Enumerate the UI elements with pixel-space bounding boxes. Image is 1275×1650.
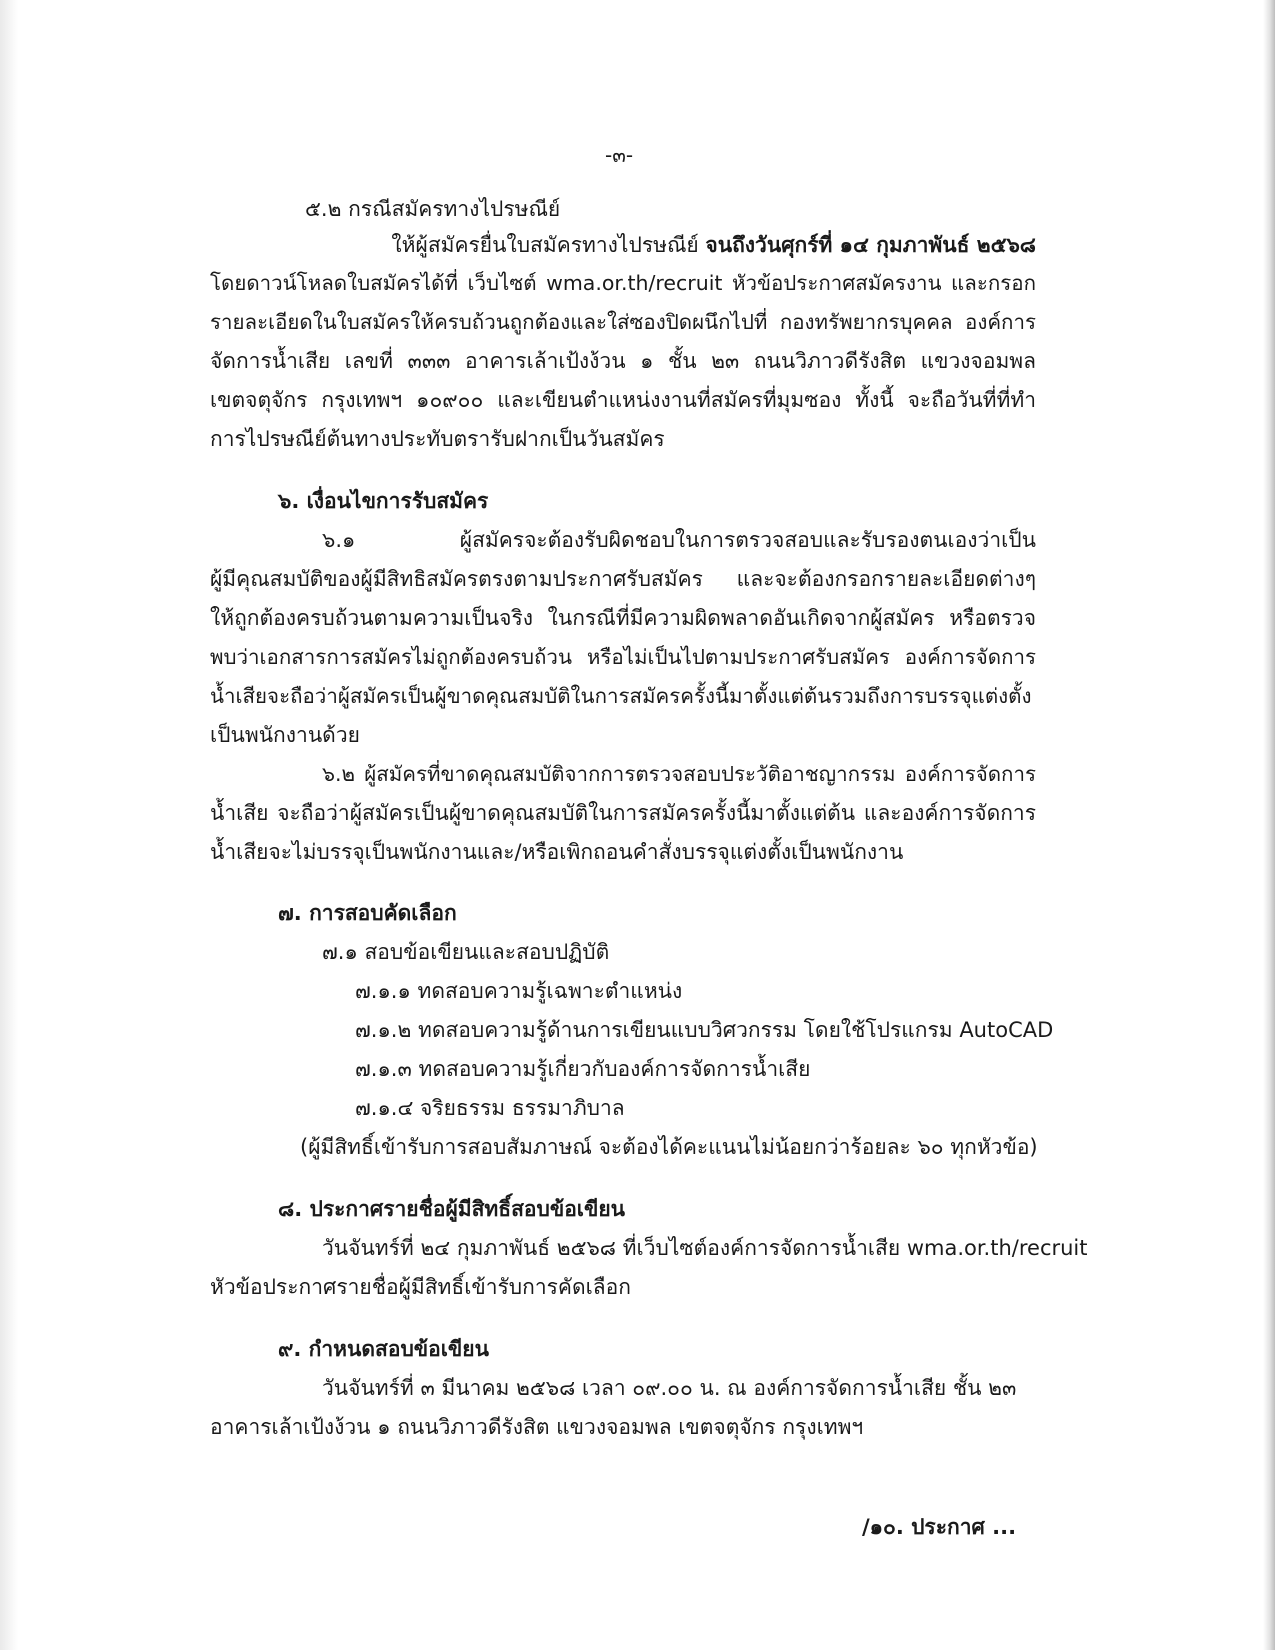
section-9-line: อาคารเล้าเป้งง้วน ๑ ถนนวิภาวดีรังสิต แขวงจอมพล เขตจตุจักร กรุงเทพฯ <box>210 1415 864 1439</box>
page-number: -๓- <box>605 143 634 167</box>
section-6-1-line: ให้ถูกต้องครบถ้วนตามความเป็นจริง ในกรณีที่มีความผิดพลาดอันเกิดจากผู้สมัคร หรือตรวจ <box>210 606 1036 630</box>
section-6-2-line: น้ำเสีย จะถือว่าผู้สมัครเป็นผู้ขาดคุณสมบัติในการสมัครครั้งนี้มาตั้งแต่ต้น และองค์การจัดการ <box>210 801 1036 825</box>
section-7-item: ๗.๑.๑ ทดสอบความรู้เฉพาะตำแหน่ง <box>355 979 683 1003</box>
intro-text: ให้ผู้สมัครยื่นใบสมัครทางไปรษณีย์ <box>391 233 706 257</box>
section-5-2-intro <box>366 230 1036 260</box>
section-6-1-line: เป็นพนักงานด้วย <box>210 723 360 747</box>
section-7-note: (ผู้มีสิทธิ์เข้ารับการสอบสัมภาษณ์ จะต้องได้คะแนนไม่น้อยกว่าร้อยละ ๖๐ ทุกหัวข้อ) <box>300 1135 1038 1159</box>
section-5-2-line: รายละเอียดในใบสมัครให้ครบถ้วนถูกต้องและใส่ซองปิดผนึกไปที่ กองทรัพยากรบุคคล องค์การ <box>210 310 1036 334</box>
section-6-heading: ๖. เงื่อนไขการรับสมัคร <box>278 489 489 513</box>
section-7-1-subheading: ๗.๑ สอบข้อเขียนและสอบปฏิบัติ <box>322 940 610 964</box>
section-6-1-line: ๖.๑ ผู้สมัครจะต้องรับผิดชอบในการตรวจสอบและรับรองตนเองว่าเป็น <box>322 528 1036 552</box>
section-5-2-line: โดยดาวน์โหลดใบสมัครได้ที่ เว็บไซต์ wma.or.th/recruit หัวข้อประกาศสมัครงาน และกรอก <box>210 271 1036 295</box>
section-8-line: หัวข้อประกาศรายชื่อผู้มีสิทธิ์เข้ารับการคัดเลือก <box>210 1275 631 1299</box>
section-5-2-line: จัดการน้ำเสีย เลขที่ ๓๓๓ อาคารเล้าเป้งง้วน ๑ ชั้น ๒๓ ถนนวิภาวดีรังสิต แขวงจอมพล <box>210 349 1036 373</box>
next-page-reference: /๑๐. ประกาศ ... <box>862 1515 1017 1539</box>
scan-left-edge <box>0 0 18 1650</box>
section-6-1-line: น้ำเสียจะถือว่าผู้สมัครเป็นผู้ขาดคุณสมบัติในการสมัครครั้งนี้มาตั้งแต่ต้นรวมถึงการบรรจุแต่งตั้ง <box>210 684 1032 708</box>
section-6-1-line: ผู้มีคุณสมบัติของผู้มีสิทธิสมัครตรงตามประกาศรับสมัคร และจะต้องกรอกรายละเอียดต่างๆ <box>210 567 1036 591</box>
section-7-item: ๗.๑.๓ ทดสอบความรู้เกี่ยวกับองค์การจัดการน้ำเสีย <box>355 1057 811 1081</box>
section-6-2-line: น้ำเสียจะไม่บรรจุเป็นพนักงานและ/หรือเพิกถอนคำสั่งบรรจุแต่งตั้งเป็นพนักงาน <box>210 840 904 864</box>
section-9-heading: ๙. กำหนดสอบข้อเขียน <box>278 1337 489 1361</box>
section-7-item: ๗.๑.๔ จริยธรรม ธรรมาภิบาล <box>355 1096 625 1120</box>
section-8-line: วันจันทร์ที่ ๒๔ กุมภาพันธ์ ๒๕๖๘ ที่เว็บไซต์องค์การจัดการน้ำเสีย wma.or.th/recruit <box>322 1236 1088 1260</box>
section-7-item: ๗.๑.๒ ทดสอบความรู้ด้านการเขียนแบบวิศวกรรม โดยใช้โปรแกรม AutoCAD <box>355 1018 1054 1042</box>
section-8-heading: ๘. ประกาศรายชื่อผู้มีสิทธิ์สอบข้อเขียน <box>278 1197 626 1221</box>
section-5-2-heading: ๕.๒ กรณีสมัครทางไปรษณีย์ <box>305 197 561 221</box>
section-9-line: วันจันทร์ที่ ๓ มีนาคม ๒๕๖๘ เวลา ๐๙.๐๐ น. ณ องค์การจัดการน้ำเสีย ชั้น ๒๓ <box>322 1376 1017 1400</box>
section-7-heading: ๗. การสอบคัดเลือก <box>278 901 457 925</box>
section-6-1-line: พบว่าเอกสารการสมัครไม่ถูกต้องครบถ้วน หรือไม่เป็นไปตามประกาศรับสมัคร องค์การจัดการ <box>210 645 1036 669</box>
deadline-date: จนถึงวันศุกร์ที่ ๑๔ กุมภาพันธ์ ๒๕๖๘ <box>705 233 1036 257</box>
scan-right-edge <box>1263 0 1275 1650</box>
section-6-2-line: ๖.๒ ผู้สมัครที่ขาดคุณสมบัติจากการตรวจสอบประวัติอาชญากรรม องค์การจัดการ <box>322 762 1036 786</box>
section-5-2-line: เขตจตุจักร กรุงเทพฯ ๑๐๙๐๐ และเขียนตำแหน่งงานที่สมัครที่มุมซอง ทั้งนี้ จะถือวันที่ที่ทำ <box>210 388 1036 412</box>
section-5-2-line: การไปรษณีย์ต้นทางประทับตรารับฝากเป็นวันสมัคร <box>210 427 665 451</box>
